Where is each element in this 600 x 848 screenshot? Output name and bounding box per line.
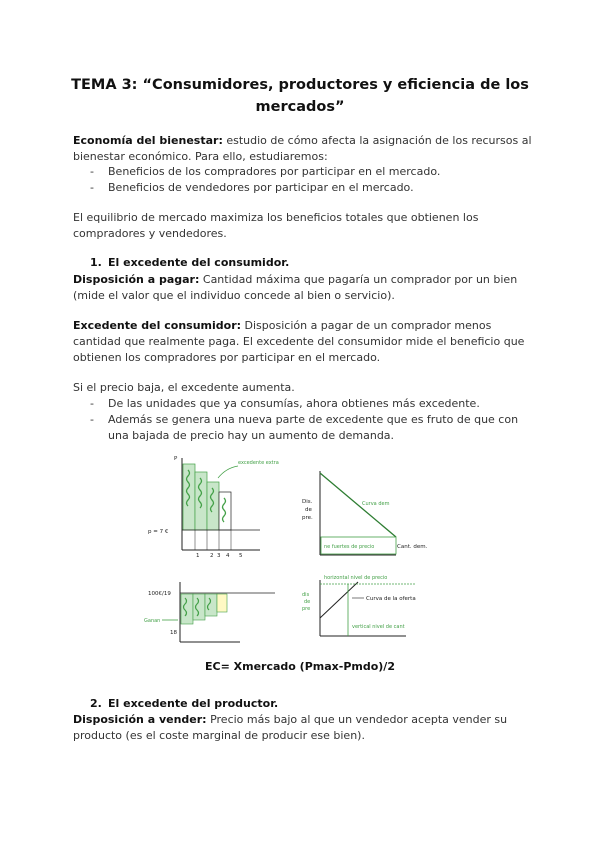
bienestar-paragraph [73,133,533,165]
disposicion-pagar-paragraph [73,272,533,304]
fig1-tick: 1 [196,553,200,559]
fig4-y-label: pre [302,606,311,612]
section-heading-1 [90,256,289,269]
fig2-x-label: Cant. dem. [397,544,428,550]
fig1-note: excedente extra [238,460,279,466]
disposicion-pagar-term: Disposición a pagar: [73,273,200,286]
page-title: TEMA 3: “Consumidores, productores y eficiencia de los mercados” [71,77,529,115]
disposicion-vender-text: Precio más bajo al que un vendedor acepta vender su producto (es el coste marginal de producir ese bien). [73,713,508,742]
list-item: - Además se genera una nueva parte de excedente que es fruto de que con una bajada de precio hay un aumento de demanda. [90,412,528,444]
figure-staircase-surplus [148,450,300,570]
fig2-y-label: de [305,507,312,513]
fig4-y-label: de [304,599,311,605]
disposicion-vender-term: Disposición a vender: [73,713,207,726]
fig1-tick: 2 [210,553,214,559]
fig2-shade-label: ne fuertes de precio [324,544,375,550]
section-title: El excedente del consumidor. [108,256,290,269]
bienestar-text: estudio de cómo afecta la asignación de los recursos al bienestar económico. Para ello, estudiaremos: [73,134,532,163]
excedente-consumidor-text: Disposición a pagar de un comprador menos cantidad que realmente paga. El excedente del consumidor mide el beneficio que obtienen los compradores por participar en el mercado. [73,319,525,364]
fig4-top-label: horizontal nivel de precio [324,575,388,581]
list-item-text: Además se genera una nueva parte de excedente que es fruto de que con una bajada de precio hay un aumento de demanda. [108,413,519,442]
excedente-consumidor-paragraph [73,318,533,365]
surplus-bar [217,594,227,612]
list-item-text: Beneficios de los compradores por participar en el mercado. [108,165,441,178]
disposicion-pagar-text: Cantidad máxima que pagaría un comprador por un bien (mide el valor que el individuo concede al bien o servicio). [73,273,518,302]
list-item-text: Beneficios de vendedores por participar en el mercado. [108,181,414,194]
figure-linear-demand [296,465,446,565]
fig1-tick: 3 [217,553,221,559]
fig4-curve-label: Curva de la oferta [366,596,416,602]
fig3-top-label: 100€/19 [148,591,171,597]
list-item-text: De las unidades que ya consumías, ahora obtienes más excedente. [108,397,480,410]
surplus-bar [193,594,205,620]
section-number: 2. [90,697,102,710]
disposicion-vender-paragraph [73,712,533,744]
section-title: El excedente del productor. [108,697,279,710]
surplus-bar [181,594,193,624]
supply-curve [320,582,358,618]
fig1-p-label: P [174,456,178,462]
list-item: - Beneficios de los compradores por participar en el mercado. [90,164,528,180]
fig2-y-label: pre. [302,515,313,521]
precio-baja-paragraph: Si el precio baja, el excedente aumenta. [73,381,295,394]
list-item: - De las unidades que ya consumías, ahora obtienes más excedente. [90,396,528,412]
excedente-consumidor-term: Excedente del consumidor: [73,319,242,332]
fig1-price-label: p = 7 € [148,529,169,535]
formula-ec: EC= Xmercado (Pmax-Pmdo)/2 [205,660,395,673]
bienestar-term: Economía del bienestar: [73,134,223,147]
fig2-curve-label: Curva dem [362,501,390,507]
fig1-tick: 4 [226,553,230,559]
figure-supply-curve [296,570,456,645]
surplus-bar [205,594,217,616]
figure-staircase-loss [140,578,290,653]
section-number: 1. [90,256,102,269]
fig4-y-label: dis [302,592,310,598]
fig4-bottom-label: vertical nivel de cant [352,624,405,630]
fig1-tick: 5 [239,553,243,559]
equilibrio-paragraph: El equilibrio de mercado maximiza los beneficios totales que obtienen los compradores y vendedores. [73,211,479,240]
fig3-left-label: Ganan [144,618,161,624]
fig2-y-label: Dis. [302,499,313,505]
fig3-mid-label: 18 [170,630,177,636]
section-heading-2 [90,697,278,710]
list-item: - Beneficios de vendedores por participar en el mercado. [90,180,528,196]
